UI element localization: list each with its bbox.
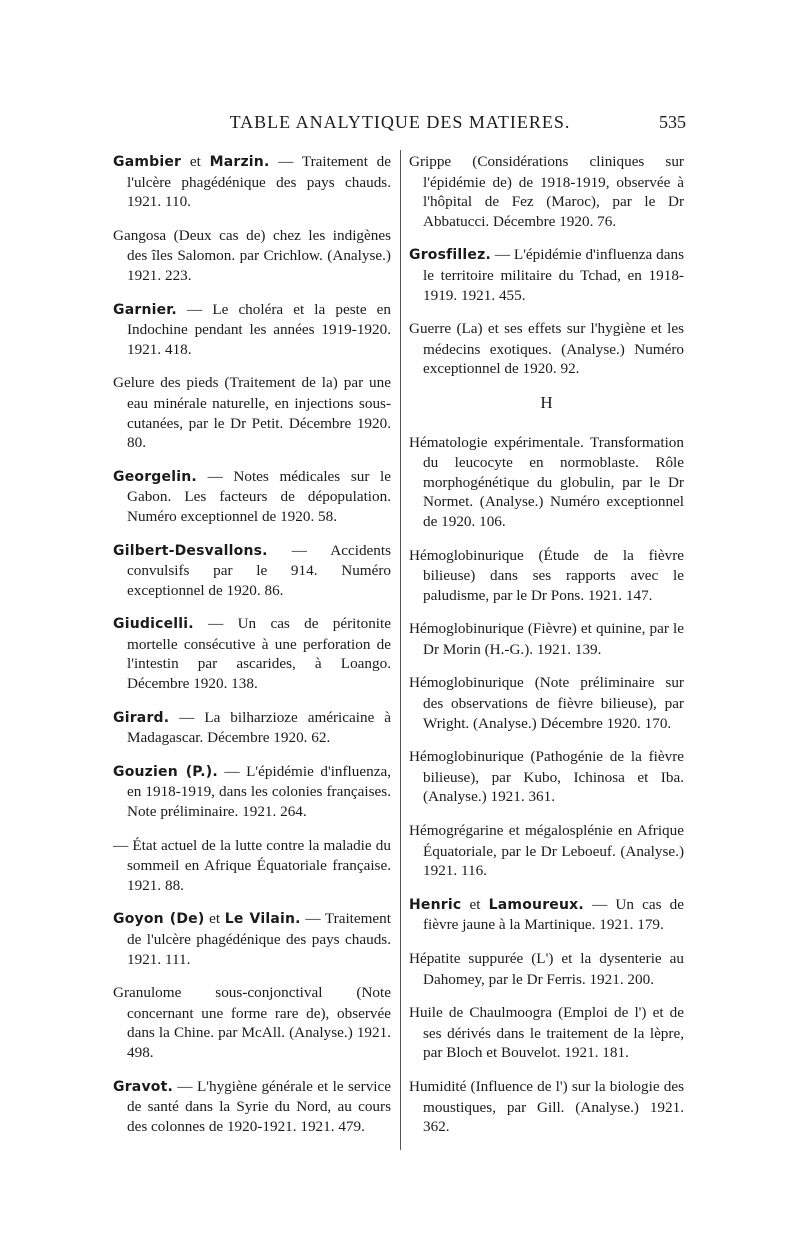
entry-text: — État actuel de la lutte contre la maladie du sommeil en Afrique Équatoriale française. 1921. 88.	[113, 836, 391, 894]
running-title: TABLE ANALYTIQUE DES MATIERES.	[229, 112, 571, 132]
entry-text: Hémoglobinurique (Pathogénie de la fièvre bilieuse), par Kubo, Ichinosa et Iba. (Analyse.) 1921. 361.	[409, 748, 684, 806]
entry-author: Girard.	[113, 709, 170, 726]
entry-joiner: et	[181, 153, 210, 170]
entry-text: — Traitement de l'ulcère phagédénique des pays chauds. 1921. 110.	[127, 153, 391, 211]
entry-text: Hématologie expérimentale. Transformation du leucocyte en normoblaste. Rôle morphogénétique du globulin, par le Dr Normet. (Analyse.) Numéro exceptionnel de 1920. 106.	[409, 433, 684, 530]
index-entry	[409, 245, 684, 305]
entry-text: Hémogrégarine et mégalosplénie en Afrique Équatoriale, par le Dr Leboeuf. (Analyse.) 1921. 116.	[409, 822, 684, 880]
entry-author: Grosfillez.	[409, 247, 491, 264]
page-number: 535	[659, 112, 686, 132]
entry-author: Georgelin.	[113, 468, 197, 485]
index-entry	[113, 1077, 391, 1137]
index-entry	[113, 226, 391, 286]
entry-author: Gilbert-Desvallons.	[113, 542, 268, 559]
entry-text: — Accidents convulsifs par le 914. Numéro exceptionnel de 1920. 86.	[127, 541, 391, 599]
page-header	[0, 112, 800, 142]
index-entry	[409, 319, 684, 379]
entry-author: Garnier.	[113, 301, 177, 318]
entry-text: — Un cas de fièvre jaune à la Martinique. 1921. 179.	[423, 895, 684, 934]
entry-author: Goyon (De)	[113, 911, 205, 928]
index-entry	[113, 373, 391, 452]
index-entry	[409, 821, 684, 881]
entry-text: — Un cas de péritonite mortelle consécutive à une perforation de l'intestin par ascarides, à Loango. Décembre 1920. 138.	[127, 615, 391, 693]
index-entry	[113, 614, 391, 693]
right-column	[409, 152, 684, 1151]
entry-author: Gouzien (P.).	[113, 763, 218, 780]
index-entry	[113, 152, 391, 212]
entry-text: Hépatite suppurée (L') et la dysenterie au Dahomey, par le Dr Ferris. 1921. 200.	[409, 950, 684, 988]
index-entry	[409, 1077, 684, 1137]
index-entry	[113, 467, 391, 527]
entry-text: — Notes médicales sur le Gabon. Les facteurs de dépopulation. Numéro exceptionnel de 1920. 58.	[127, 467, 391, 525]
entry-joiner: et	[461, 895, 489, 913]
entry-author: Giudicelli.	[113, 616, 194, 633]
entry-author: Gambier	[113, 154, 182, 170]
entry-text: — L'épidémie d'influenza dans le territoire militaire du Tchad, en 1918-1919. 1921. 455.	[423, 246, 684, 304]
index-entry	[409, 1003, 684, 1063]
section-letter: H	[540, 392, 553, 412]
index-entry	[409, 747, 684, 807]
entry-text: Gelure des pieds (Traitement de la) par une eau minérale naturelle, en injections sous-cutanées, par le Dr Petit. Décembre 1920. 80.	[113, 374, 391, 452]
entry-text: — Traitement de l'ulcère phagédénique des pays chauds. 1921. 111.	[127, 910, 391, 968]
index-entry	[113, 762, 391, 822]
index-entry	[409, 546, 684, 606]
index-entry	[113, 541, 391, 601]
index-entry	[113, 300, 391, 360]
entry-author: Gravot.	[113, 1078, 173, 1095]
index-entry	[409, 949, 684, 989]
index-entry	[113, 909, 391, 969]
entry-author: Lamoureux.	[488, 896, 584, 913]
index-entry	[409, 673, 684, 733]
index-entry	[113, 708, 391, 748]
entry-text: Humidité (Influence de l') sur la biologie des moustiques, par Gill. (Analyse.) 1921. 362.	[409, 1077, 684, 1136]
entry-text: Guerre (La) et ses effets sur l'hygiène et les médecins exotiques. (Analyse.) Numéro exceptionnel de 1920. 92.	[409, 320, 684, 378]
entry-text: — L'épidémie d'influenza, en 1918-1919, dans les colonies françaises. Note préliminaire. 1921. 264.	[127, 762, 391, 821]
entry-author: Marzin.	[209, 154, 270, 170]
entry-text: — La bilharzioze américaine à Madagascar. Décembre 1920. 62.	[127, 708, 391, 747]
entry-author: Henric	[409, 896, 462, 913]
entry-text: Huile de Chaulmoogra (Emploi de l') et de ses dérivés dans le traitement de la lèpre, par Bloch et Bouvelot. 1921. 181.	[409, 1004, 684, 1062]
entry-text: Hémoglobinurique (Étude de la fièvre bilieuse) dans ses rapports avec le paludisme, par le Dr Pons. 1921. 147.	[409, 546, 684, 604]
entry-text: Hémoglobinurique (Fièvre) et quinine, par le Dr Morin (H.-G.). 1921. 139.	[409, 620, 684, 658]
index-entry	[409, 433, 684, 532]
entry-text: Granulome sous-conjonctival (Note concernant une forme rare de), observée dans la Chine. par McAll. (Analyse.) 1921. 498.	[113, 984, 391, 1061]
index-entry	[409, 895, 684, 935]
entry-text: — L'hygiène générale et le service de santé dans la Syrie du Nord, au cours des colonnes de 1920-1921. 1921. 479.	[127, 1077, 391, 1135]
entry-text: Gangosa (Deux cas de) chez les indigènes des îles Salomon. par Crichlow. (Analyse.) 1921. 223.	[113, 226, 391, 284]
index-entry	[409, 152, 684, 231]
column-divider	[400, 150, 401, 1150]
entry-text: — Le choléra et la peste en Indochine pendant les années 1919-1920. 1921. 418.	[127, 300, 391, 358]
entry-joiner: et	[204, 910, 225, 928]
entry-text: Hémoglobinurique (Note préliminaire sur des observations de fièvre bilieuse), par Wright. (Analyse.) Décembre 1920. 170.	[409, 674, 684, 732]
index-entry	[113, 983, 391, 1062]
left-column	[113, 152, 391, 1150]
index-entry	[409, 619, 684, 659]
entry-author: Le Vilain.	[224, 911, 301, 928]
entry-text: Grippe (Considérations cliniques sur l'épidémie de) de 1918-1919, observée à l'hôpital de Fez (Maroc), par le Dr Abbatucci. Décembre 1920. 76.	[409, 153, 684, 230]
index-entry	[113, 836, 391, 896]
